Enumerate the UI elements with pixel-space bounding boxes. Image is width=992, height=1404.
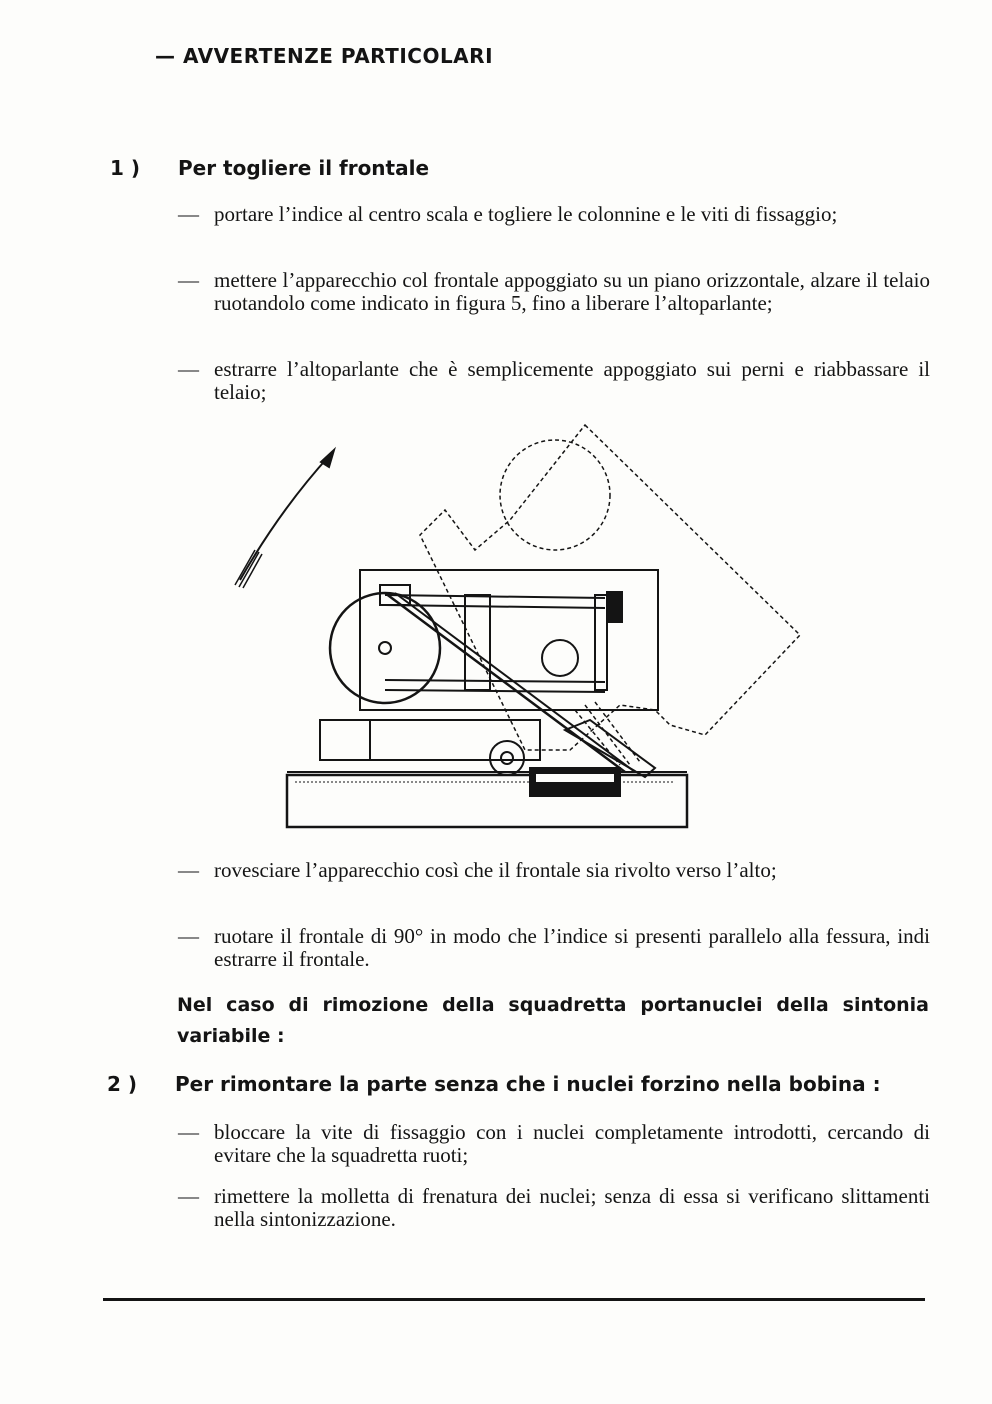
list-item: [178, 1121, 930, 1167]
base-plate: [287, 775, 687, 827]
list-dash: —: [178, 1120, 199, 1144]
list-item: [178, 269, 930, 315]
list-dash: —: [178, 268, 199, 292]
list-dash: —: [178, 202, 199, 226]
list-item-text: rimettere la molletta di frenatura dei nuclei; senza di essa si verificano slittamenti nella sintonizzazione.: [214, 1184, 930, 1231]
speaker-disk: [330, 593, 440, 703]
list-dash: —: [178, 924, 199, 948]
list-item: [178, 358, 930, 404]
section-2-title: Per rimontare la parte senza che i nuclei forzino nella bobina :: [175, 1072, 881, 1096]
arrow-head: [321, 450, 334, 467]
list-item: [178, 925, 930, 971]
list-dash: —: [178, 1184, 199, 1208]
list-item-text: ruotare il frontale di 90° in modo che l’indice si presenti parallelo alla fessura, indi estrarre il frontale.: [214, 924, 930, 971]
list-item-text: rovesciare l’apparecchio così che il frontale sia rivolto verso l’alto;: [214, 858, 777, 882]
list-item-text: portare l’indice al centro scala e togliere le colonnine e le viti di fissaggio;: [214, 202, 838, 226]
list-item-text: mettere l’apparecchio col frontale appoggiato su un piano orizzontale, alzare il telaio ruotandolo come indicato in figura 5, fino a liberare l’altoparlante;: [214, 268, 930, 315]
roller-wheel: [490, 741, 524, 775]
removal-note: Nel caso di rimozione della squadretta portanuclei della sintonia variabile :: [177, 994, 929, 1047]
bottom-rule: [103, 1298, 925, 1301]
list-item: [178, 1185, 930, 1231]
section-1-number: 1 ): [110, 156, 141, 180]
list-item-text: estrarre l’altoparlante che è semplicemente appoggiato sui perni e riabbassare il telaio;: [214, 357, 930, 404]
list-dash: —: [178, 858, 199, 882]
section-1-title: Per togliere il frontale: [178, 156, 430, 180]
list-dash: —: [178, 357, 199, 381]
chassis-rotation-figure: [225, 420, 815, 840]
list-item-text: bloccare la vite di fissaggio con i nuclei completamente introdotti, cercando di evitare che la squadretta ruoti;: [214, 1120, 930, 1167]
page-heading: — AVVERTENZE PARTICOLARI: [155, 44, 494, 68]
list-item: [178, 203, 930, 226]
list-item: [178, 859, 930, 882]
section-2-number: 2 ): [107, 1072, 138, 1096]
